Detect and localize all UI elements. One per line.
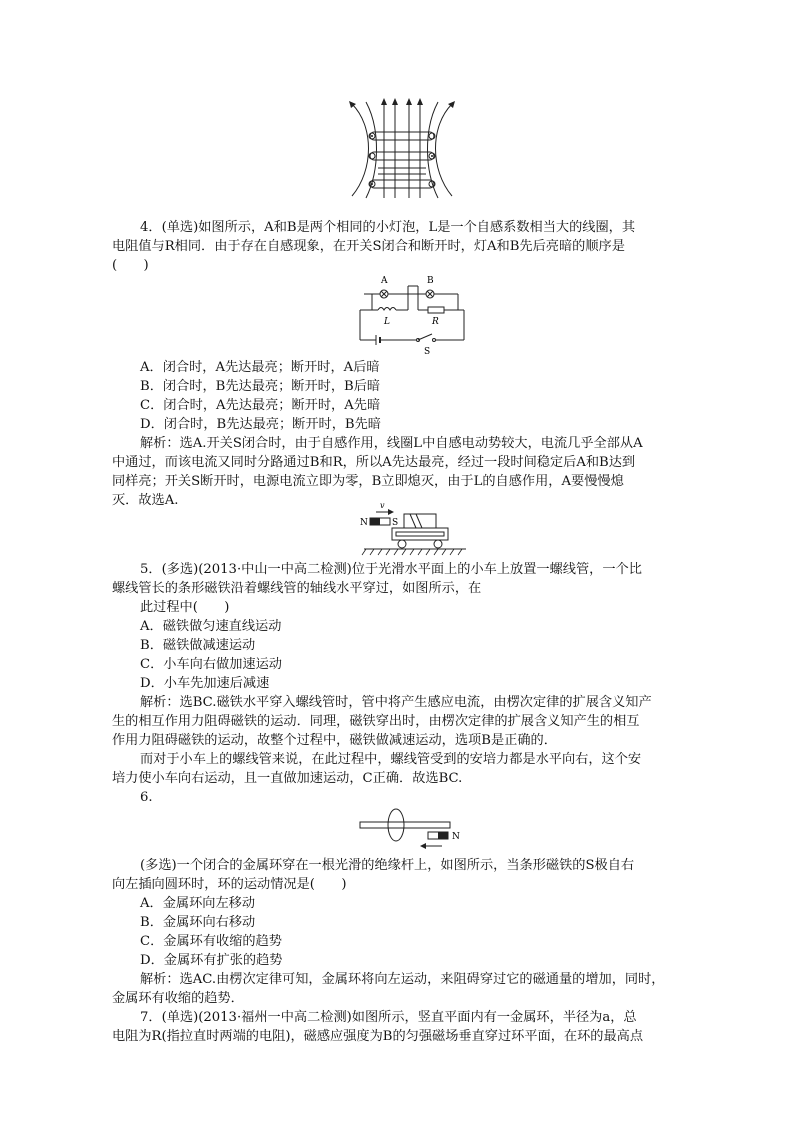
q5-option-a: A．磁铁做匀速直线运动 [140, 619, 282, 634]
q4-stem-line-3: ( ) [112, 258, 149, 273]
q7-stem-line-1: 7．(单选)(2013·福州一中高二检测)如图所示，竖直平面内有一金属环，半径为a，总 [140, 1010, 637, 1025]
label-lamp-a: A [381, 276, 388, 286]
q4-option-a: A．闭合时，A先达最亮；断开时，A后暗 [140, 360, 380, 375]
q5-analysis-line-4: 而对于小车上的螺线管来说，在此过程中，螺线管受到的安培力都是水平向右，这个安 [140, 752, 642, 767]
label-resistor-r: R [432, 317, 439, 327]
q5-analysis-line-5: 培力使小车向右运动，且一直做加速运动，C正确．故选BC. [112, 771, 463, 786]
q6-number: 6. [140, 790, 153, 805]
q4-analysis-line-1: 解析：选A.开关S闭合时，由于自感作用，线圈L中自感电动势较大，电流几乎全部从A [140, 436, 643, 451]
q4-option-c: C．闭合时，A先达最亮；断开时，A先暗 [140, 398, 381, 413]
magnetic-field-figure [340, 98, 464, 202]
q5-option-b: B．磁铁做减速运动 [140, 638, 256, 653]
q5-analysis-line-2: 生的相互作用力阻碍磁铁的运动．同理，磁铁穿出时，由楞次定律的扩展含义知产生的相互 [112, 714, 640, 729]
label-lamp-b: B [427, 276, 434, 286]
label-magnet-s: S [392, 518, 399, 528]
q4-stem-line-1: 4．(单选)如图所示，A和B是两个相同的小灯泡，L是一个自感系数相当大的线圈，其 [140, 220, 636, 235]
q4-analysis-line-2: 中通过，而该电流又同时分路通过B和R，所以A先达最亮，经过一段时间稳定后A和B达到 [112, 455, 636, 470]
q6-stem-line-2: 向左插向圆环时，环的运动情况是( ) [112, 877, 347, 892]
label-magnet-n: N [452, 832, 460, 842]
q6-option-a: A．金属环向左移动 [140, 896, 256, 911]
q4-analysis-line-4: 灭．故选A. [112, 493, 179, 508]
q4-analysis-line-3: 同样亮；开关S断开时，电源电流立即为零，B立即熄灭，由于L的自感作用，A要慢慢熄 [112, 474, 624, 489]
label-switch-s: S [424, 347, 431, 356]
q6-analysis-line-1: 解析：选AC.由楞次定律可知，金属环将向左运动，来阻碍穿过它的磁通量的增加，同时， [140, 972, 665, 987]
q4-stem-line-2: 电阻值与R相同．由于存在自感现象，在开关S闭合和断开时，灯A和B先后亮暗的顺序是 [112, 239, 625, 254]
q5-analysis-line-1: 解析：选BC.磁铁水平穿入螺线管时，管中将产生感应电流，由楞次定律的扩展含义知产 [140, 695, 652, 710]
q5-option-c: C．小车向右做加速运动 [140, 657, 282, 672]
q6-option-b: B．金属环向右移动 [140, 915, 256, 930]
q6-stem-line-1: (多选)一个闭合的金属环穿在一根光滑的绝缘杆上，如图所示，当条形磁铁的S极自右 [140, 858, 635, 873]
q5-stem-line-2: 螺线管长的条形磁铁沿着螺线管的轴线水平穿过，如图所示，在 [112, 581, 482, 596]
q4-option-b: B．闭合时，B先达最亮；断开时，B后暗 [140, 379, 381, 394]
label-magnet-n: N [360, 518, 368, 528]
q7-stem-line-2: 电阻为R(指拉直时两端的电阻)，磁感应强度为B的匀强磁场垂直穿过环平面，在环的最高点 [112, 1029, 644, 1044]
q6-option-d: D．金属环有扩张的趋势 [140, 953, 283, 968]
q6-option-c: C．金属环有收缩的趋势 [140, 934, 282, 949]
q5-stem-line-3: 此过程中( ) [140, 600, 230, 615]
q5-option-d: D．小车先加速后减速 [140, 676, 270, 691]
ring-rod-figure [356, 808, 468, 856]
q5-stem-line-1: 5．(多选)(2013·中山一中高二检测)位于光滑水平面上的小车上放置一螺线管，一个比 [140, 562, 642, 577]
label-coil-l: L [384, 317, 390, 327]
label-velocity-v: v [380, 501, 385, 510]
q4-option-d: D．闭合时，B先达最亮；断开时，B先暗 [140, 417, 381, 432]
circuit-figure [356, 272, 468, 356]
cart-solenoid-figure [356, 500, 468, 558]
q6-analysis-line-2: 金属环有收缩的趋势． [112, 991, 244, 1006]
q5-analysis-line-3: 作用力阻碍磁铁的运动，故整个过程中，磁铁做减速运动，选项B是正确的． [112, 733, 557, 748]
